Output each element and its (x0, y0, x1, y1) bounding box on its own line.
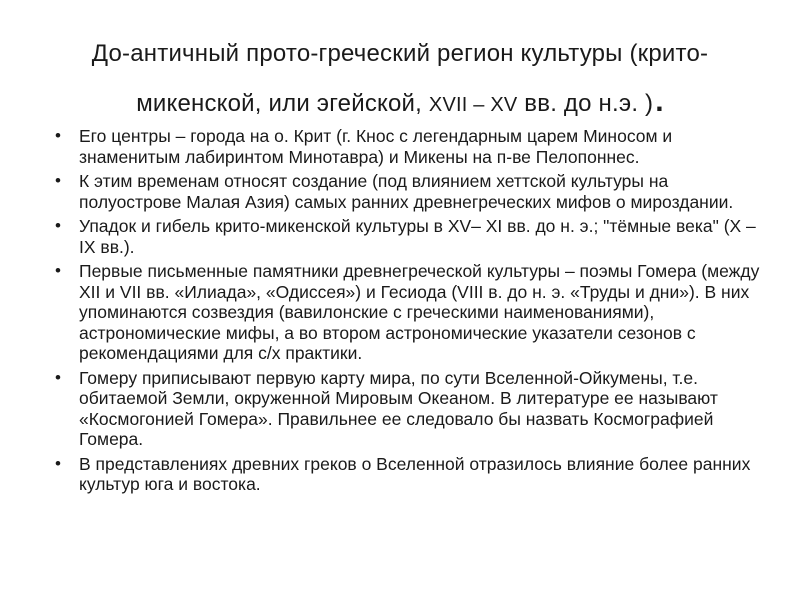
bullet-item (52, 454, 762, 495)
bullet-item (52, 216, 762, 257)
bullet-icon: • (55, 126, 61, 145)
title-line-2-text: микенской, или эгейской, (136, 90, 429, 117)
bullet-text: Гомеру приписывают первую карту мира, по сути Вселенной-Ойкумены, т.е. обитаемой Земли, окруженной Мировым Океаном. В литературе ее называют «Космогонией Гомера». Правильнее ее следовало бы назвать Космографией Гомера. (79, 367, 718, 449)
title-line-2-end: вв. до н.э. ) (517, 90, 654, 117)
title-line-2 (40, 78, 760, 129)
bullet-text: Упадок и гибель крито-микенской культуры в XV– XI вв. до н. э.; "тёмные века" (X – IX вв.). (79, 216, 756, 257)
bullet-text: В представлениях древних греков о Вселенной отразилось влияние более ранних культур юга и востока. (79, 453, 751, 494)
bullet-icon: • (55, 171, 61, 190)
bullet-icon: • (55, 261, 61, 280)
title-line-1: До-античный прото-греческий регион культуры (крито- (91, 40, 709, 67)
bullet-icon: • (55, 453, 61, 473)
bullet-icon: • (55, 367, 61, 387)
bullet-text: К этим временам относят создание (под влиянием хеттской культуры на полуострове Малая Азия) самых ранних древнегреческих мифов о мироздании. (79, 171, 734, 212)
bullet-item (52, 171, 762, 212)
title-dot: . (655, 85, 664, 118)
bullet-item (52, 368, 762, 450)
bullet-item (52, 126, 762, 167)
bullet-text: Первые письменные памятники древнегреческой культуры – поэмы Гомера (между XII и VII вв. «Илиада», «Одиссея») и Гесиода (VIII в. до н. э. «Труды и дни»). В них упоминаются созвездия (вавилонские с греческими наименованиями), астрономические мифы, а во втором астрономические указатели сезонов с рекомендациями для с/х практики. (79, 261, 760, 363)
bullet-text: Его центры – города на о. Крит (г. Кнос с легендарным царем Миносом и знаменитым лабиринтом Минотавра) и Микены на п-ве Пелопоннес. (79, 126, 673, 167)
bullet-list (52, 126, 762, 499)
bullet-icon: • (55, 216, 61, 235)
title-centuries: XVII – XV (428, 94, 518, 116)
slide-title (40, 30, 760, 129)
bullet-item (52, 261, 762, 364)
